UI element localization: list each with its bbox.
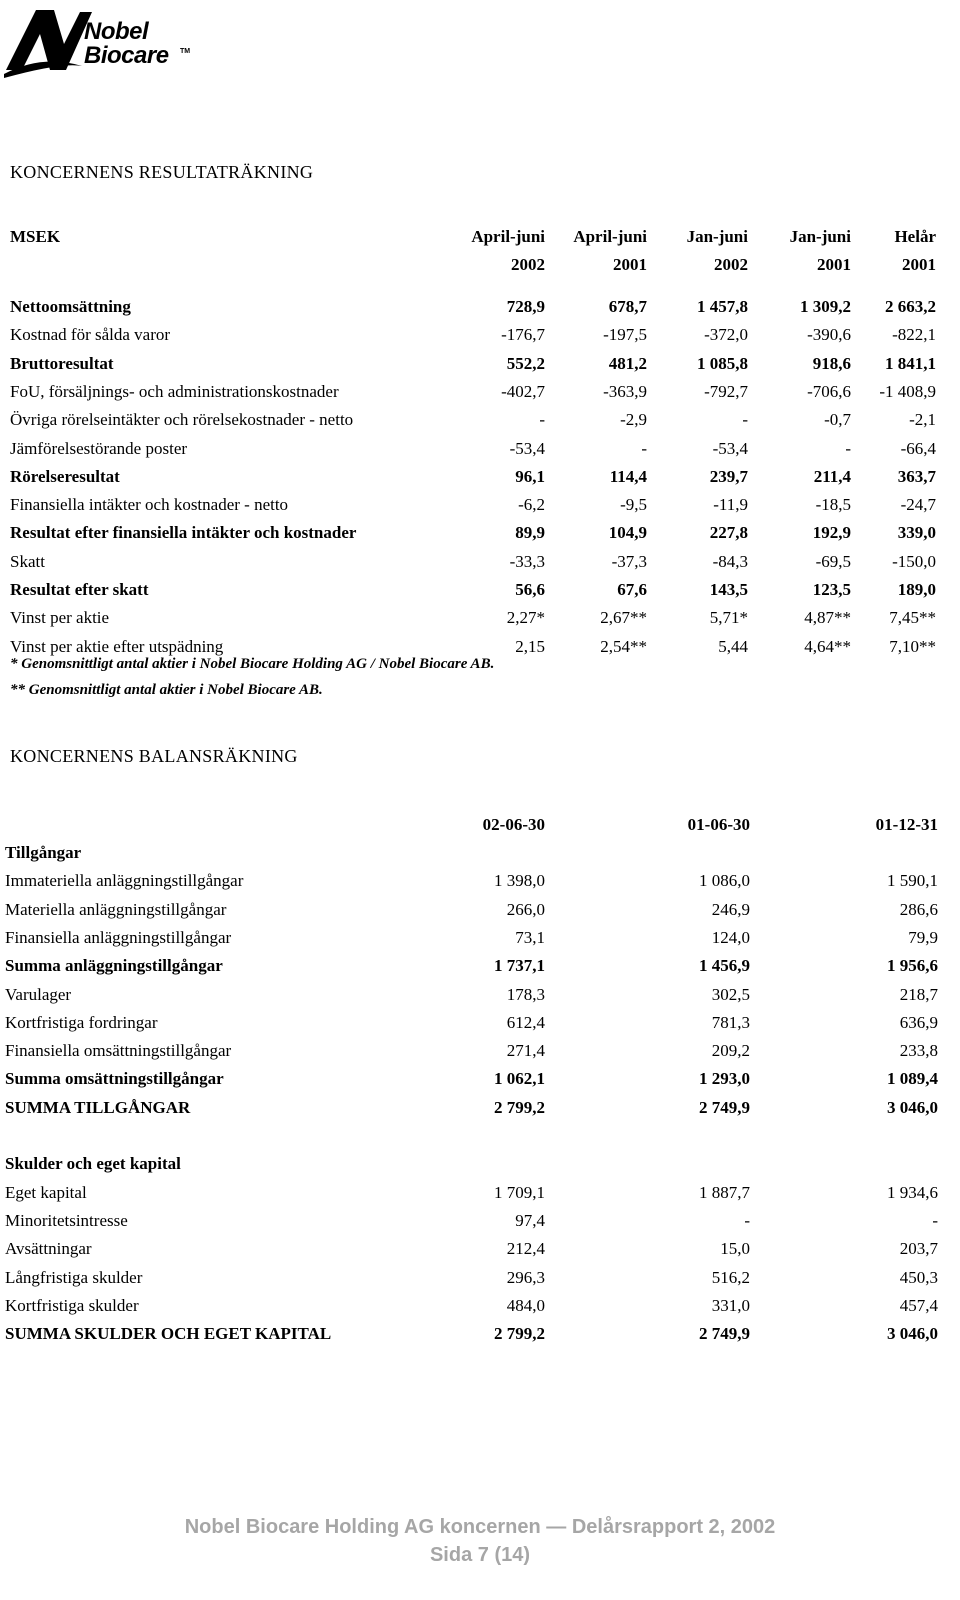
income-row: [0, 579, 960, 601]
footnote: * Genomsnittligt antal aktier i Nobel Biocare Holding AG / Nobel Biocare AB.: [10, 656, 495, 672]
balance-row: [0, 1182, 960, 1204]
cell-value: 1 089,4: [887, 1069, 938, 1089]
income-row: [0, 522, 960, 544]
balance-row: [0, 1068, 960, 1090]
cell-value: 1 709,1: [494, 1182, 545, 1202]
row-label: Finansiella intäkter och kostnader - netto: [10, 495, 289, 515]
cell-value: 2,27*: [506, 608, 545, 628]
footnote: ** Genomsnittligt antal aktier i Nobel Biocare AB.: [10, 682, 323, 698]
cell-value: 5,44: [718, 636, 748, 656]
row-label: SUMMA SKULDER OCH EGET KAPITAL: [5, 1324, 332, 1344]
row-label: Immateriella anläggningstillgångar: [5, 871, 244, 891]
cell-value: 2 749,9: [699, 1097, 750, 1117]
column-year: 2001: [902, 255, 936, 274]
income-row: [0, 409, 960, 431]
cell-value: 918,6: [812, 353, 851, 373]
cell-value: -363,9: [603, 381, 647, 401]
cell-value: 484,0: [506, 1295, 545, 1315]
cell-value: 7,45**: [889, 608, 936, 628]
column-period: Helår: [894, 227, 936, 246]
cell-value: 728,9: [506, 297, 545, 316]
row-label: Långfristiga skulder: [5, 1267, 143, 1287]
cell-value: -390,6: [807, 325, 851, 345]
cell-value: 227,8: [709, 523, 748, 543]
cell-value: -37,3: [611, 551, 647, 571]
cell-value: -: [932, 1210, 938, 1230]
income-row: [0, 551, 960, 573]
balance-row: [0, 842, 960, 864]
cell-value: 192,9: [812, 523, 851, 543]
cell-value: 1 457,8: [697, 297, 748, 316]
logo-line2: Biocare: [84, 42, 169, 69]
balance-sheet-heading: KONCERNENS BALANSRÄKNING: [10, 746, 298, 766]
cell-value: -: [641, 438, 647, 458]
balance-row: [0, 984, 960, 1006]
row-label: Minoritetsintresse: [5, 1210, 128, 1230]
cell-value: -1 408,9: [879, 381, 936, 401]
cell-value: -33,3: [509, 551, 545, 571]
row-label: Vinst per aktie: [10, 608, 110, 628]
cell-value: 218,7: [899, 984, 938, 1004]
cell-value: 1 293,0: [699, 1069, 750, 1089]
column-period: April-juni: [573, 227, 647, 246]
cell-value: -6,2: [518, 495, 545, 515]
cell-value: 178,3: [506, 984, 545, 1004]
cell-value: 296,3: [506, 1267, 545, 1287]
cell-value: 56,6: [515, 580, 545, 599]
balance-row: [0, 1012, 960, 1034]
cell-value: -11,9: [713, 495, 748, 515]
row-label: Avsättningar: [5, 1239, 92, 1259]
cell-value: 1 590,1: [887, 871, 938, 891]
cell-value: 5,71*: [709, 608, 748, 628]
row-label: SUMMA TILLGÅNGAR: [5, 1097, 191, 1117]
row-label: Tillgångar: [5, 843, 82, 862]
cell-value: -53,4: [712, 438, 748, 458]
logo-wordmark: [84, 20, 194, 68]
income-header-period-row: [0, 226, 960, 248]
cell-value: 4,87**: [804, 608, 851, 628]
cell-value: 516,2: [711, 1267, 750, 1287]
cell-value: -18,5: [815, 495, 851, 515]
row-label: Eget kapital: [5, 1182, 87, 1202]
unit-label: MSEK: [10, 227, 61, 246]
cell-value: -822,1: [892, 325, 936, 345]
row-label: Kortfristiga fordringar: [5, 1012, 158, 1032]
cell-value: -: [742, 410, 748, 430]
cell-value: -69,5: [815, 551, 851, 571]
cell-value: -0,7: [824, 410, 851, 430]
cell-value: 266,0: [506, 899, 545, 919]
cell-value: 331,0: [711, 1295, 750, 1315]
income-row: [0, 296, 960, 318]
cell-value: 1 956,6: [887, 956, 938, 976]
cell-value: 3 046,0: [887, 1097, 938, 1117]
cell-value: 636,9: [899, 1012, 938, 1032]
cell-value: -197,5: [603, 325, 647, 345]
cell-value: 1 062,1: [494, 1069, 545, 1089]
cell-value: 79,9: [908, 927, 938, 947]
cell-value: 7,10**: [889, 636, 936, 656]
cell-value: 1 887,7: [699, 1182, 750, 1202]
cell-value: -792,7: [704, 381, 748, 401]
cell-value: 612,4: [506, 1012, 545, 1032]
cell-value: -706,6: [807, 381, 851, 401]
cell-value: 239,7: [709, 466, 748, 486]
income-row: [0, 324, 960, 346]
income-statement-heading: KONCERNENS RESULTATRÄKNING: [10, 162, 314, 182]
cell-value: 302,5: [711, 984, 750, 1004]
cell-value: 1 456,9: [699, 956, 750, 976]
cell-value: 67,6: [617, 580, 647, 599]
cell-value: 1 085,8: [697, 353, 748, 373]
cell-value: 1 309,2: [800, 297, 851, 316]
column-date: 02-06-30: [482, 815, 545, 834]
cell-value: 96,1: [515, 466, 545, 486]
cell-value: 2 663,2: [885, 297, 936, 316]
cell-value: 481,2: [608, 353, 647, 373]
row-label: Bruttoresultat: [10, 353, 114, 373]
row-label: Resultat efter finansiella intäkter och kostnader: [10, 523, 357, 543]
income-row: [0, 381, 960, 403]
cell-value: -176,7: [501, 325, 545, 345]
cell-value: 211,4: [813, 466, 851, 486]
balance-header-row: [0, 814, 960, 836]
cell-value: 2,67**: [600, 608, 647, 628]
cell-value: 209,2: [711, 1041, 750, 1061]
cell-value: 104,9: [608, 523, 647, 543]
cell-value: -150,0: [892, 551, 936, 571]
income-row: [0, 466, 960, 488]
logo-line1: Nobel: [84, 18, 149, 45]
column-year: 2002: [714, 255, 748, 274]
cell-value: 2,15: [515, 636, 545, 656]
cell-value: -24,7: [900, 495, 936, 515]
row-label: Materiella anläggningstillgångar: [5, 899, 227, 919]
column-year: 2001: [817, 255, 851, 274]
cell-value: -372,0: [704, 325, 748, 345]
row-label: Kostnad för sålda varor: [10, 325, 171, 345]
cell-value: 143,5: [709, 580, 748, 599]
cell-value: 339,0: [897, 523, 936, 543]
balance-row: [0, 899, 960, 921]
column-year: 2002: [511, 255, 545, 274]
cell-value: -2,1: [909, 410, 936, 430]
cell-value: -66,4: [900, 438, 936, 458]
cell-value: 73,1: [515, 927, 545, 947]
company-logo: [2, 4, 192, 80]
cell-value: 203,7: [899, 1239, 938, 1259]
cell-value: 246,9: [711, 899, 750, 919]
balance-row: [0, 1040, 960, 1062]
row-label: Finansiella anläggningstillgångar: [5, 927, 232, 947]
cell-value: 457,4: [899, 1295, 938, 1315]
column-period: Jan-juni: [789, 227, 851, 246]
cell-value: 781,3: [711, 1012, 750, 1032]
cell-value: 271,4: [506, 1041, 545, 1061]
cell-value: 1 934,6: [887, 1182, 938, 1202]
cell-value: 363,7: [897, 466, 936, 486]
cell-value: 286,6: [899, 899, 938, 919]
cell-value: 678,7: [608, 297, 647, 316]
column-period: Jan-juni: [686, 227, 748, 246]
row-label: Övriga rörelseintäkter och rörelsekostnader - netto: [10, 410, 354, 430]
balance-row: [0, 1210, 960, 1232]
cell-value: -: [539, 410, 545, 430]
row-label: Kortfristiga skulder: [5, 1295, 139, 1315]
balance-row: [0, 1295, 960, 1317]
row-label: Rörelseresultat: [10, 466, 120, 486]
income-row: [0, 494, 960, 516]
cell-value: -53,4: [509, 438, 545, 458]
column-date: 01-12-31: [875, 815, 938, 834]
row-label: Varulager: [5, 984, 72, 1004]
cell-value: 123,5: [812, 580, 851, 599]
income-row: [0, 607, 960, 629]
row-label: Resultat efter skatt: [10, 580, 149, 599]
row-label: Vinst per aktie efter utspädning: [10, 636, 224, 656]
column-period: April-juni: [471, 227, 545, 246]
cell-value: 233,8: [899, 1041, 938, 1061]
footer-page-number: Sida 7 (14): [429, 1544, 531, 1566]
row-label: Jämförelsestörande poster: [10, 438, 188, 458]
cell-value: -9,5: [620, 495, 647, 515]
row-label: FoU, försäljnings- och administrationskostnader: [10, 381, 339, 401]
cell-value: 4,64**: [804, 636, 851, 656]
cell-value: 552,2: [506, 353, 545, 373]
cell-value: -: [744, 1210, 750, 1230]
cell-value: -84,3: [712, 551, 748, 571]
balance-row: [0, 1238, 960, 1260]
cell-value: -2,9: [620, 410, 647, 430]
income-row: [0, 353, 960, 375]
cell-value: 189,0: [897, 580, 936, 599]
cell-value: 97,4: [515, 1210, 545, 1230]
cell-value: 114,4: [609, 466, 647, 486]
cell-value: 89,9: [515, 523, 545, 543]
cell-value: 450,3: [899, 1267, 938, 1287]
cell-value: -: [845, 438, 851, 458]
cell-value: 15,0: [720, 1239, 750, 1259]
row-label: Finansiella omsättningstillgångar: [5, 1041, 232, 1061]
column-year: 2001: [613, 255, 647, 274]
income-header-year-row: [0, 254, 960, 276]
balance-row: [0, 955, 960, 977]
row-label: Summa omsättningstillgångar: [5, 1069, 224, 1089]
logo-trademark: TM: [180, 48, 191, 55]
balance-row: [0, 1097, 960, 1119]
cell-value: 1 737,1: [494, 956, 545, 976]
cell-value: 2 799,2: [494, 1324, 545, 1344]
row-label: Skulder och eget kapital: [5, 1154, 181, 1174]
cell-value: 212,4: [506, 1239, 545, 1259]
cell-value: -402,7: [501, 381, 545, 401]
cell-value: 1 398,0: [494, 871, 545, 891]
cell-value: 1 841,1: [885, 353, 936, 373]
row-label: Skatt: [10, 551, 45, 571]
cell-value: 2 749,9: [699, 1324, 750, 1344]
cell-value: 1 086,0: [699, 871, 750, 891]
balance-row: [0, 1267, 960, 1289]
balance-row: [0, 1323, 960, 1345]
row-label: Summa anläggningstillgångar: [5, 956, 223, 976]
balance-row: [0, 927, 960, 949]
cell-value: 124,0: [711, 927, 750, 947]
cell-value: 2 799,2: [494, 1097, 545, 1117]
income-row: [0, 636, 960, 658]
column-date: 01-06-30: [687, 815, 750, 834]
balance-row: [0, 870, 960, 892]
cell-value: 2,54**: [600, 636, 647, 656]
income-row: [0, 438, 960, 460]
cell-value: 3 046,0: [887, 1324, 938, 1344]
balance-row: [0, 1153, 960, 1175]
footer-report-title: Nobel Biocare Holding AG koncernen — Delårsrapport 2, 2002: [184, 1516, 776, 1538]
row-label: Nettoomsättning: [10, 297, 131, 316]
